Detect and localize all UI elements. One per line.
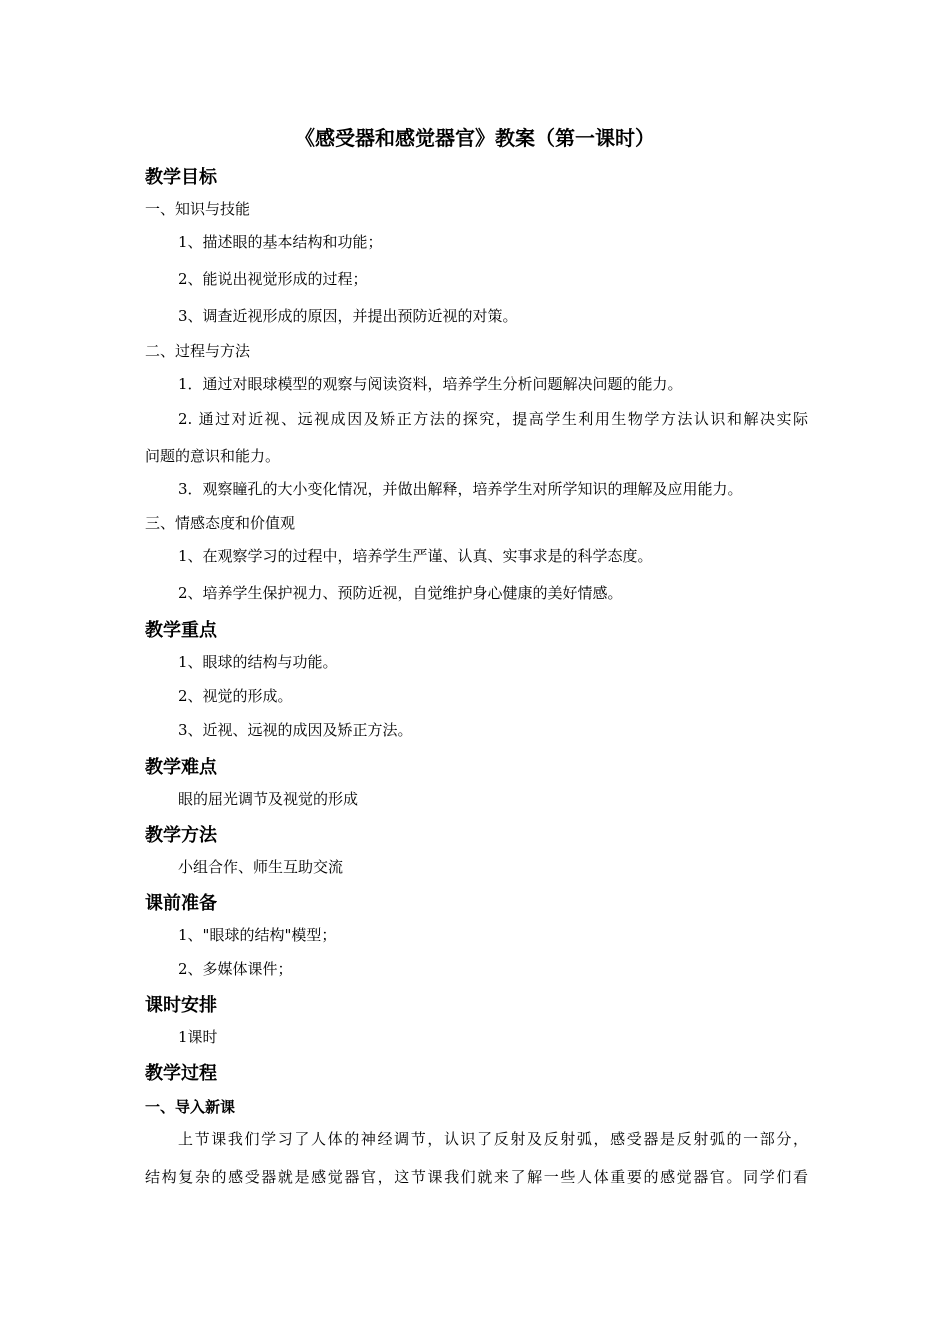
list-item: 2、多媒体课件； — [178, 960, 293, 978]
document-title: 《感受器和感觉器官》教案（第一课时） — [295, 126, 655, 150]
list-item: 2、能说出视觉形成的过程； — [178, 270, 368, 288]
paragraph-line: 问题的意识和能力。 — [145, 447, 281, 465]
paragraph-line: 结构复杂的感受器就是感觉器官，这节课我们就来了解一些人体重要的感觉器官。同学们看 — [145, 1168, 808, 1186]
list-item: 3．观察瞳孔的大小变化情况，并做出解释，培养学生对所学知识的理解及应用能力。 — [178, 480, 743, 498]
subheading-intro: 一、导入新课 — [145, 1098, 236, 1116]
paragraph-line: 上节课我们学习了人体的神经调节，认识了反射及反射弧，感受器是反射弧的一部分， — [178, 1130, 808, 1148]
subheading-knowledge: 一、知识与技能 — [145, 200, 251, 218]
heading-key-points: 教学重点 — [145, 620, 217, 641]
difficulties-text: 眼的屈光调节及视觉的形成 — [178, 790, 359, 808]
list-item: 2、视觉的形成。 — [178, 687, 293, 705]
paragraph-line: 2. 通过对近视、远视成因及矫正方法的探究，提高学生利用生物学方法认识和解决实际 — [178, 410, 808, 428]
list-item: 1、"眼球的结构"模型； — [178, 926, 337, 944]
list-item: 1、描述眼的基本结构和功能； — [178, 233, 383, 251]
heading-procedure: 教学过程 — [145, 1063, 217, 1084]
heading-preparation: 课前准备 — [145, 893, 217, 914]
heading-objectives: 教学目标 — [145, 167, 217, 188]
list-item: 3、近视、远视的成因及矫正方法。 — [178, 721, 413, 739]
heading-difficulties: 教学难点 — [145, 757, 217, 778]
list-item: 2、培养学生保护视力、预防近视，自觉维护身心健康的美好情感。 — [178, 584, 623, 602]
list-item: 3、调查近视形成的原因，并提出预防近视的对策。 — [178, 307, 518, 325]
list-item: 1、眼球的结构与功能。 — [178, 653, 338, 671]
heading-schedule: 课时安排 — [145, 995, 217, 1016]
schedule-text: 1课时 — [178, 1028, 218, 1046]
methods-text: 小组合作、师生互助交流 — [178, 858, 344, 876]
heading-methods: 教学方法 — [145, 825, 217, 846]
subheading-attitude: 三、情感态度和价值观 — [145, 514, 296, 532]
subheading-process: 二、过程与方法 — [145, 342, 251, 360]
list-item: 1、在观察学习的过程中，培养学生严谨、认真、实事求是的科学态度。 — [178, 547, 653, 565]
list-item: 1．通过对眼球模型的观察与阅读资料，培养学生分析问题解决问题的能力。 — [178, 375, 683, 393]
